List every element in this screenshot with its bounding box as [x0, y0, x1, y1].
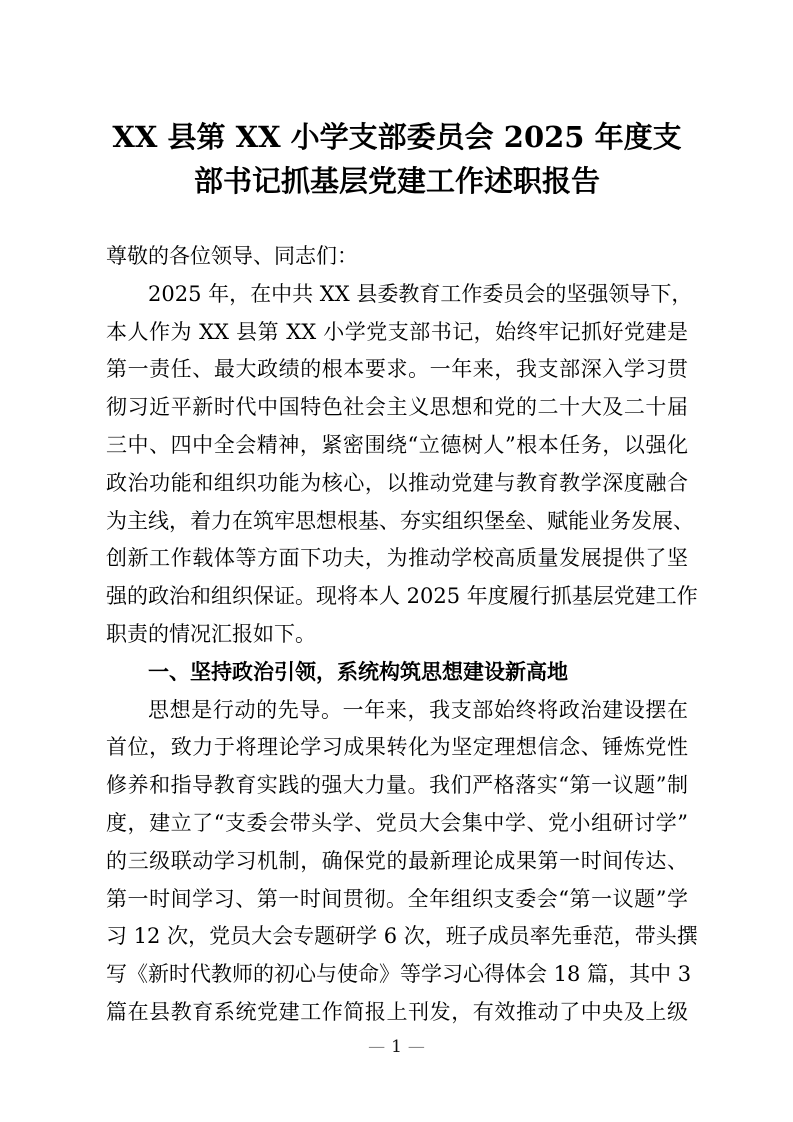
paragraph-2 — [106, 692, 698, 1032]
body-line: 篇在县教育系统党建工作简报上刊发，有效推动了中央及上级 — [106, 999, 688, 1024]
body-line: 写《新时代教师的初心与使命》等学习心得体会 18 篇，其中 3 — [106, 962, 692, 987]
body-line: 第一责任、最大政绩的根本要求。一年来，我支部深入学习贯 — [106, 357, 688, 382]
body-line: 创新工作载体等方面下功夫，为推动学校高质量发展提供了坚 — [106, 546, 688, 571]
page-footer — [0, 1036, 793, 1058]
footer-dash-right: — — [407, 1037, 425, 1057]
body-line: 强的政治和组织保证。现将本人 2025 年度履行抓基层党建工作 — [106, 584, 698, 609]
title-line-2: 部书记抓基层党建工作述职报告 — [193, 164, 600, 198]
body-line: 第一时间学习、第一时间贯彻。全年组织支委会“第一议题”学 — [106, 886, 688, 911]
body-line: 的三级联动学习机制，确保党的最新理论成果第一时间传达、 — [106, 848, 688, 873]
body-line: 修养和指导教育实践的强大力量。我们严格落实“第一议题”制 — [106, 773, 688, 798]
document-title — [106, 115, 688, 203]
body-line: 本人作为 XX 县第 XX 小学党支部书记，始终牢记抓好党建是 — [106, 319, 688, 344]
paragraph-1 — [106, 276, 698, 654]
body-line: 习 12 次，党员大会专题研学 6 次，班子成员率先垂范，带头撰 — [106, 924, 698, 949]
body-line: 职责的情况汇报如下。 — [106, 621, 316, 646]
body-line: 首位，致力于将理论学习成果转化为坚定理想信念、锤炼党性 — [106, 735, 688, 760]
body-line: 三中、四中全会精神，紧密围绕“立德树人”根本任务，以强化 — [106, 432, 688, 457]
body-line: 政治功能和组织功能为核心，以推动党建与教育教学深度融合 — [106, 470, 688, 495]
body-line: 思想是行动的先导。一年来，我支部始终将政治建设摆在 — [148, 697, 688, 722]
footer-dash-left: — — [368, 1037, 386, 1057]
body-line: 2025 年，在中共 XX 县委教育工作委员会的坚强领导下， — [148, 281, 693, 306]
body-line: 彻习近平新时代中国特色社会主义思想和党的二十大及二十届 — [106, 395, 688, 420]
section-heading-1: 一、坚持政治引领，系统构筑思想建设新高地 — [148, 659, 568, 684]
body-line: 为主线，着力在筑牢思想根基、夯实组织堡垒、赋能业务发展、 — [106, 508, 694, 533]
title-line-1: XX 县第 XX 小学支部委员会 2025 年度支 — [112, 120, 682, 154]
page-number: 1 — [391, 1037, 402, 1057]
body-line: 度，建立了“支委会带头学、党员大会集中学、党小组研讨学” — [106, 810, 688, 835]
greeting-line: 尊敬的各位领导、同志们： — [106, 244, 358, 268]
